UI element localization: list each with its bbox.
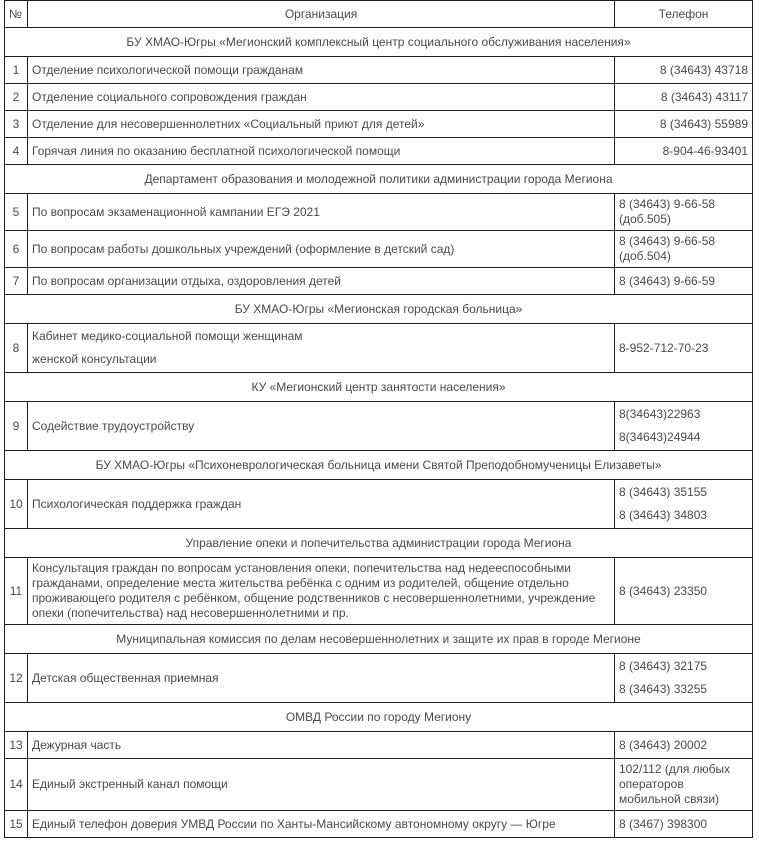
table-row <box>5 231 753 268</box>
table-row <box>5 111 753 138</box>
table-row <box>5 402 753 451</box>
table-row <box>5 57 753 84</box>
row-number: 15 <box>5 811 28 838</box>
phone-line: 8 (34643) 34803 <box>619 508 708 522</box>
row-phone <box>615 654 753 703</box>
row-organization <box>28 324 615 373</box>
phone-line: 8(34643)24944 <box>619 430 701 444</box>
section-row <box>5 165 753 194</box>
table-row <box>5 194 753 231</box>
row-number: 12 <box>5 654 28 703</box>
phone-line: 8 (34643) 32175 <box>619 659 708 673</box>
header-number: № <box>5 1 28 28</box>
row-number: 10 <box>5 480 28 529</box>
row-phone: 8 (34643) 9-66-59 <box>615 268 753 295</box>
row-phone <box>615 402 753 451</box>
table-row <box>5 84 753 111</box>
row-organization: Отделение психологической помощи гражданам <box>28 57 615 84</box>
table-row <box>5 732 753 759</box>
row-phone: 8 (34643) 9-66-58 (доб.504) <box>615 231 753 268</box>
row-organization: Горячая линия по оказанию бесплатной психологической помощи <box>28 138 615 165</box>
row-phone: 8 (34643) 23350 <box>615 558 753 625</box>
section-title: БУ ХМАО-Югры «Мегионская городская больница» <box>5 295 753 324</box>
row-number: 14 <box>5 759 28 811</box>
row-organization: Детская общественная приемная <box>28 654 615 703</box>
row-organization: Психологическая поддержка граждан <box>28 480 615 529</box>
table-row <box>5 324 753 373</box>
section-row <box>5 451 753 480</box>
header-phone: Телефон <box>615 1 753 28</box>
row-number: 2 <box>5 84 28 111</box>
section-row <box>5 373 753 402</box>
row-number: 9 <box>5 402 28 451</box>
row-number: 3 <box>5 111 28 138</box>
phone-line: 8 (34643) 33255 <box>619 682 708 696</box>
row-organization: Содействие трудоустройству <box>28 402 615 451</box>
section-row <box>5 625 753 654</box>
row-phone: 8-904-46-93401 <box>615 138 753 165</box>
row-organization: Единый экстренный канал помощи <box>28 759 615 811</box>
row-phone: 8 (3467) 398300 <box>615 811 753 838</box>
row-number: 7 <box>5 268 28 295</box>
section-title: Департамент образования и молодежной политики администрации города Мегиона <box>5 165 753 194</box>
section-row <box>5 295 753 324</box>
row-number: 5 <box>5 194 28 231</box>
table-row <box>5 654 753 703</box>
row-number: 1 <box>5 57 28 84</box>
row-organization: По вопросам работы дошкольных учреждений (оформление в детский сад) <box>28 231 615 268</box>
phone-line: 8(34643)22963 <box>619 407 701 421</box>
section-title: Управление опеки и попечительства администрации города Мегиона <box>5 529 753 558</box>
row-organization: По вопросам экзаменационной кампании ЕГЭ 2021 <box>28 194 615 231</box>
section-title: Муниципальная комиссия по делам несовершеннолетних и защите их прав в городе Мегионе <box>5 625 753 654</box>
phone-line: 8 (34643) 35155 <box>619 485 708 499</box>
header-organization: Организация <box>28 1 615 28</box>
row-number: 11 <box>5 558 28 625</box>
row-phone: 8 (34643) 9-66-58 (доб.505) <box>615 194 753 231</box>
row-phone <box>615 480 753 529</box>
row-organization: Дежурная часть <box>28 732 615 759</box>
row-organization-line: женской консультации <box>32 352 157 366</box>
row-organization: Отделение социального сопровождения граждан <box>28 84 615 111</box>
row-phone: 8 (34643) 43117 <box>615 84 753 111</box>
table-row <box>5 759 753 811</box>
contacts-table <box>4 0 753 838</box>
row-organization: Отделение для несовершеннолетних «Социальный приют для детей» <box>28 111 615 138</box>
header-row <box>5 1 753 28</box>
section-row <box>5 703 753 732</box>
section-row <box>5 529 753 558</box>
row-phone: 8 (34643) 20002 <box>615 732 753 759</box>
table-row <box>5 558 753 625</box>
table-row <box>5 811 753 838</box>
row-phone: 102/112 (для любых операторов мобильной связи) <box>615 759 753 811</box>
section-title: КУ «Мегионский центр занятости населения» <box>5 373 753 402</box>
row-number: 6 <box>5 231 28 268</box>
section-title: БУ ХМАО-Югры «Мегионский комплексный центр социального обслуживания населения» <box>5 28 753 57</box>
row-number: 8 <box>5 324 28 373</box>
section-row <box>5 28 753 57</box>
table-row <box>5 138 753 165</box>
row-organization: По вопросам организации отдыха, оздоровления детей <box>28 268 615 295</box>
table-row <box>5 268 753 295</box>
row-number: 13 <box>5 732 28 759</box>
row-phone: 8 (34643) 43718 <box>615 57 753 84</box>
table-row <box>5 480 753 529</box>
section-title: ОМВД России по городу Мегиону <box>5 703 753 732</box>
row-phone: 8 (34643) 55989 <box>615 111 753 138</box>
row-organization: Единый телефон доверия УМВД России по Ханты-Мансийскому автономному округу — Югре <box>28 811 615 838</box>
section-title: БУ ХМАО-Югры «Психоневрологическая больница имени Святой Преподобномученицы Елизаветы» <box>5 451 753 480</box>
row-number: 4 <box>5 138 28 165</box>
row-organization-line: Кабинет медико-социальной помощи женщинам <box>32 329 303 343</box>
row-organization: Консультация граждан по вопросам установления опеки, попечительства над недееспособными гражданами, определение места жительства ребёнка с одним из родителей, общение отдельно проживающего родителя с ребёнком, общение родственников с несовершеннолетними, учреждение опеки (попечительства) над несовершеннолетними и пр. <box>28 558 615 625</box>
row-phone: 8-952-712-70-23 <box>615 324 753 373</box>
